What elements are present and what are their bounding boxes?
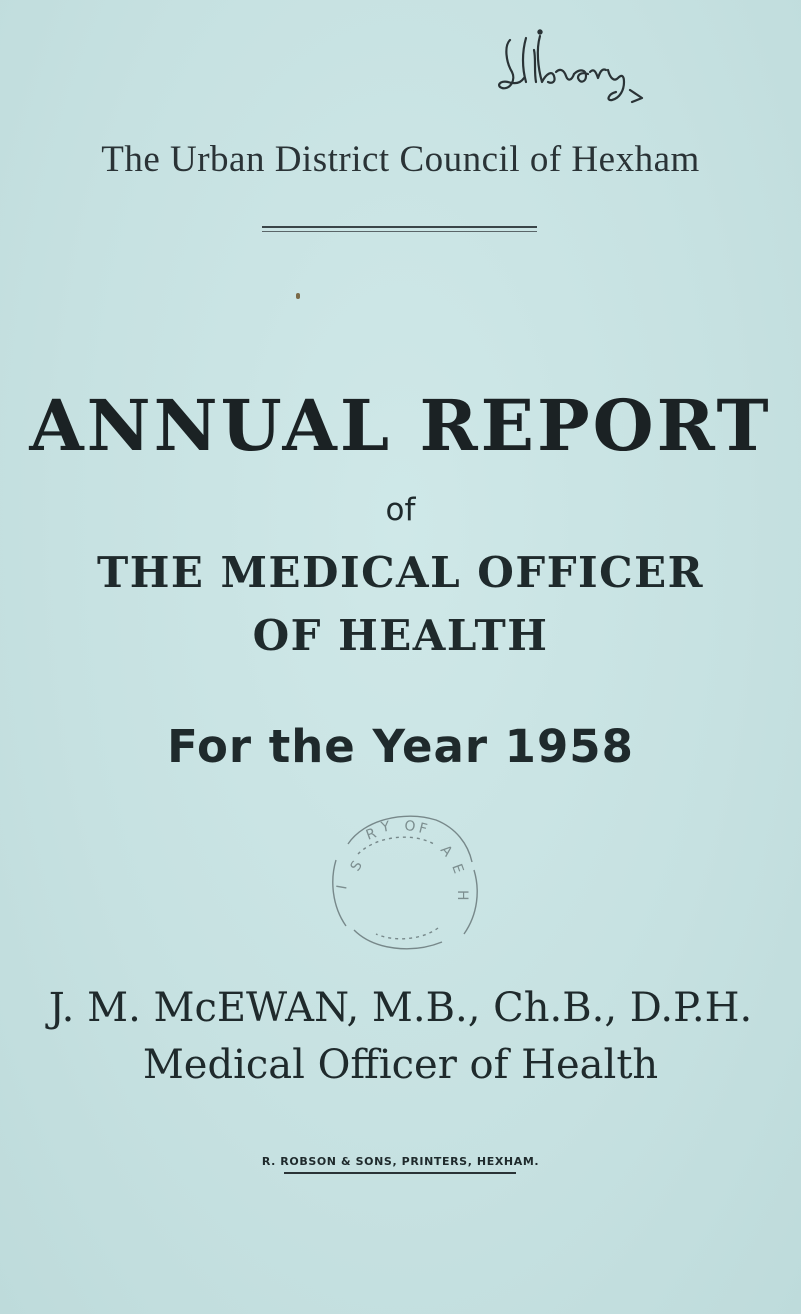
svg-text:F: F [417, 820, 429, 838]
printer-imprint: R. ROBSON & SONS, PRINTERS, HEXHAM. [261, 1155, 540, 1168]
handwritten-library-annotation [490, 28, 660, 108]
title-divider [262, 226, 537, 228]
svg-text:A: A [436, 842, 456, 860]
paper-speck [296, 293, 300, 299]
svg-text:I: I [334, 883, 351, 891]
report-title: ANNUAL REPORT [29, 384, 772, 467]
svg-text:S: S [347, 858, 366, 874]
svg-text:E: E [448, 861, 467, 876]
author-role: Medical Officer of Health [142, 1042, 659, 1088]
svg-text:R: R [363, 825, 379, 844]
author-name: J. M. McEWAN, M.B., Ch.B., D.P.H. [48, 985, 753, 1031]
svg-text:O: O [403, 818, 417, 836]
printer-underline [284, 1172, 516, 1174]
of-connector: of [385, 492, 416, 528]
subject-line-2: OF HEALTH [252, 611, 549, 660]
svg-text:Y: Y [379, 818, 392, 836]
council-title: The Urban District Council of Hexham [101, 139, 700, 180]
report-year: For the Year 1958 [167, 720, 634, 773]
library-stamp [318, 810, 488, 960]
title-divider-thin [262, 231, 537, 232]
subject-line-1: THE MEDICAL OFFICER [96, 548, 705, 597]
svg-text:H: H [454, 890, 470, 901]
